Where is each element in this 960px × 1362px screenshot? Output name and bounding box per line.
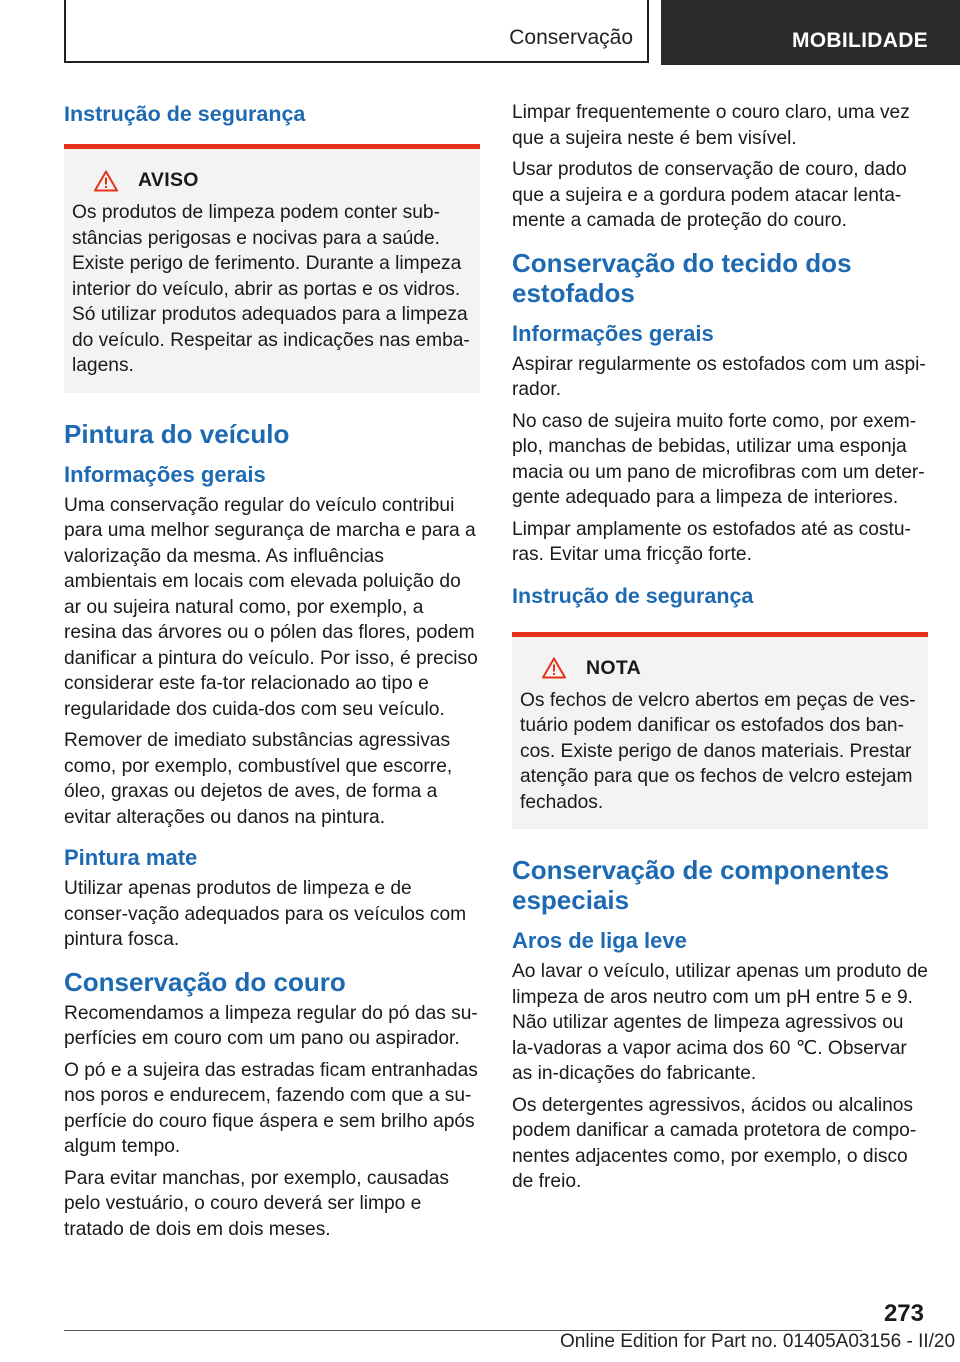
fabric-general-heading: Informações gerais	[512, 320, 714, 346]
fabric-title: Conservação do tecido dos estofados	[512, 247, 852, 308]
paint-general-heading: Informações gerais	[64, 461, 266, 487]
leather-paragraph-5: Usar produtos de conservação de couro, dado que a sujeira e a gordura podem atacar lenta-mente a camada de proteção do couro.	[512, 159, 907, 231]
alloy-paragraph-1: Ao lavar o veículo, utilizar apenas um produto de limpeza de aros neutro com um pH entre 5 e 9. Não utilizar agentes de limpeza agressivos ou la-vadoras a vapor acima dos 60 ℃. Observar as in-dicações do fabricante.	[512, 961, 928, 1084]
header-chapter-title: MOBILIDADE	[792, 29, 928, 52]
header-chapter-tab	[661, 0, 960, 65]
matte-paragraph: Utilizar apenas produtos de limpeza e de conser-vação adequados para os veículos com pintura fosca.	[64, 878, 467, 950]
warning-label: AVISO	[138, 169, 199, 191]
matte-heading: Pintura mate	[64, 845, 198, 870]
fabric-paragraph-1: Aspirar regularmente os estofados com um aspi-rador.	[512, 353, 926, 400]
leather-paragraph-4: Limpar frequentemente o couro claro, uma vez que a sujeira neste é bem visível.	[512, 102, 910, 149]
leather-paragraph-3: Para evitar manchas, por exemplo, causadas pelo vestuário, o couro deverá ser limpo e tratado de dois em dois meses.	[64, 1167, 450, 1240]
safety-heading: Instrução de segurança	[64, 102, 306, 126]
paint-paragraph-2: Remover de imediato substâncias agressivas como, por exemplo, combustível que escorre, óleo, graxas ou dejetos de aves, de forma a evitar alterações ou danos na pintura.	[64, 730, 453, 828]
note-label: NOTA	[586, 656, 641, 679]
warning-box	[64, 144, 480, 393]
warning-triangle-icon	[542, 657, 566, 679]
note-text: Os fechos de velcro abertos em peças de ves-tuário podem danificar os estofados dos ban-cos. Existe perigo de danos materiais. Prestar atenção para que os fechos de velcro estejam fechados.	[520, 689, 916, 813]
fabric-paragraph-3: Limpar amplamente os estofados até as costu-ras. Evitar uma fricção forte.	[512, 518, 911, 565]
alloy-wheels-heading: Aros de liga leve	[512, 928, 687, 953]
warning-triangle-icon	[94, 170, 118, 192]
fabric-safety-heading: Instrução de segurança	[512, 583, 754, 608]
leather-title: Conservação do couro	[64, 966, 346, 997]
fabric-paragraph-2: No caso de sujeira muito forte como, por exem-plo, manchas de bebidas, utilizar uma esponja macia ou um pano de microfibras com um deter-gente adequado para a limpeza de interiores.	[512, 410, 925, 508]
paint-paragraph-1: Uma conservação regular do veículo contribui para uma melhor segurança de marcha e para a valorização da mesma. As influências ambientais em locais com elevada poluição do ar ou sujeira natural como, por exemplo, a resina das árvores ou o pólen das flores, podem danificar a pintura do veículo. Por isso, é preciso considerar este fa-tor relacionado ao tipo e regularidade dos cuida-dos com seu veículo.	[64, 494, 478, 720]
special-components-title: Conservação de componentes especiais	[512, 855, 890, 915]
leather-paragraph-1: Recomendamos a limpeza regular do pó das su-perfícies em couro com um pano ou aspirador.	[64, 1002, 478, 1049]
header-section-box	[64, 0, 649, 63]
page-number: 273	[883, 1300, 924, 1327]
left-column	[64, 100, 480, 1248]
warning-text: Os produtos de limpeza podem conter sub-stâncias perigosas e nocivas para a saúde. Existe perigo de ferimento. Durante a limpeza interior do veículo, abrir as portas e os vidros. Só utilizar produtos adequados para a limpeza do veículo. Respeitar as indicações nas emba-lagens.	[72, 202, 470, 376]
leather-paragraph-2: O pó e a sujeira das estradas ficam entranhadas nos poros e endurecem, fazendo com que a su-perfície do couro fique áspera e sem brilho após algum tempo.	[64, 1059, 478, 1157]
alloy-paragraph-2: Os detergentes agressivos, ácidos ou alcalinos podem danificar a camada protetora de compo-nentes adjacentes como, por exemplo, o disco de freio.	[512, 1094, 917, 1192]
footer-edition: Online Edition for Part no. 01405A03156 - II/20	[560, 1331, 956, 1352]
note-box	[512, 632, 928, 830]
right-column	[512, 100, 928, 1201]
paint-title: Pintura do veículo	[64, 418, 290, 449]
header-section-title: Conservação	[509, 26, 633, 49]
